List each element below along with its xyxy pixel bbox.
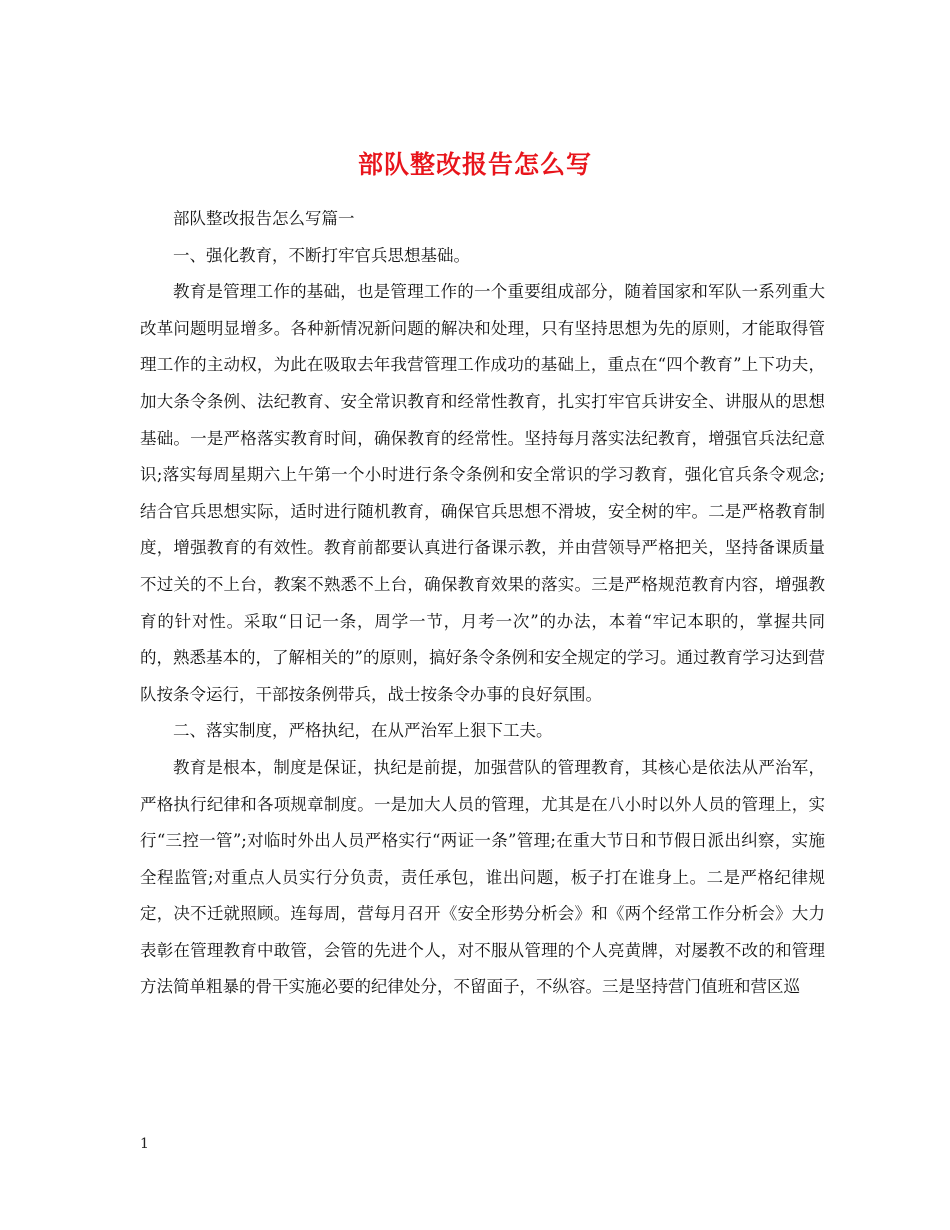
page-number: 1 [140,1136,149,1152]
heading-implement-system: 二、落实制度，严格执纪，在从严治军上狠下工夫。 [173,721,553,741]
paragraph-discipline: 教育是根本，制度是保证，执纪是前提，加强营队的管理教育，其核心是依法从严治军，严格执行纪律和各项规章制度。一是加大人员的管理，尤其是在八小时以外人员的管理上，实行“三控一管”;对临时外出人员严格实行“两证一条”管理;在重大节日和节假日派出纠察，实施全程监管;对重点人员实行分负责，责任承包，谁出问题，板子打在谁身上。二是严格纪律规定，决不迁就照顾。连每周，营每月召开《安全形势分析会》和《两个经常工作分析会》大力表彰在管理教育中敢管，会管的先进个人，对不服从管理的个人亮黄牌，对屡教不改的和管理方法简单粗暴的骨干实施必要的纪律处分，不留面子，不纵容。三是坚持营门值班和营区巡 [140,757,825,997]
heading-strengthen-education: 一、强化教育，不断打牢官兵思想基础。 [173,245,470,265]
document-title: 部队整改报告怎么写 [357,149,592,179]
section-heading-part-one: 部队整改报告怎么写篇一 [173,209,355,228]
document-body [140,201,825,1006]
paragraph-education: 教育是管理工作的基础，也是管理工作的一个重要组成部分，随着国家和军队一系列重大改革问题明显增多。各种新情况新问题的解决和处理，只有坚持思想为先的原则，才能取得管理工作的主动权，为此在吸取去年我营管理工作成功的基础上，重点在“四个教育”上下功夫，加大条令条例、法纪教育、安全常识教育和经常性教育，扎实打牢官兵讲安全、讲服从的思想基础。一是严格落实教育时间，确保教育的经常性。坚持每月落实法纪教育，增强官兵法纪意识;落实每周星期六上午第一个小时进行条令条例和安全常识的学习教育，强化官兵条令观念;结合官兵思想实际，适时进行随机教育，确保官兵思想不滑坡，安全树的牢。二是严格教育制度，增强教育的有效性。教育前都要认真进行备课示教，并由营领导严格把关，坚持备课质量不过关的不上台，教案不熟悉不上台，确保教育效果的落实。三是严格规范教育内容，增强教育的针对性。采取“日记一条，周学一节，月考一次”的办法，本着“牢记本职的，掌握共同的，熟悉基本的，了解相关的”的原则，搞好条令条例和安全规定的学习。通过教育学习达到营队按条令运行，干部按条例带兵，战士按条令办事的良好氛围。 [140,282,825,704]
